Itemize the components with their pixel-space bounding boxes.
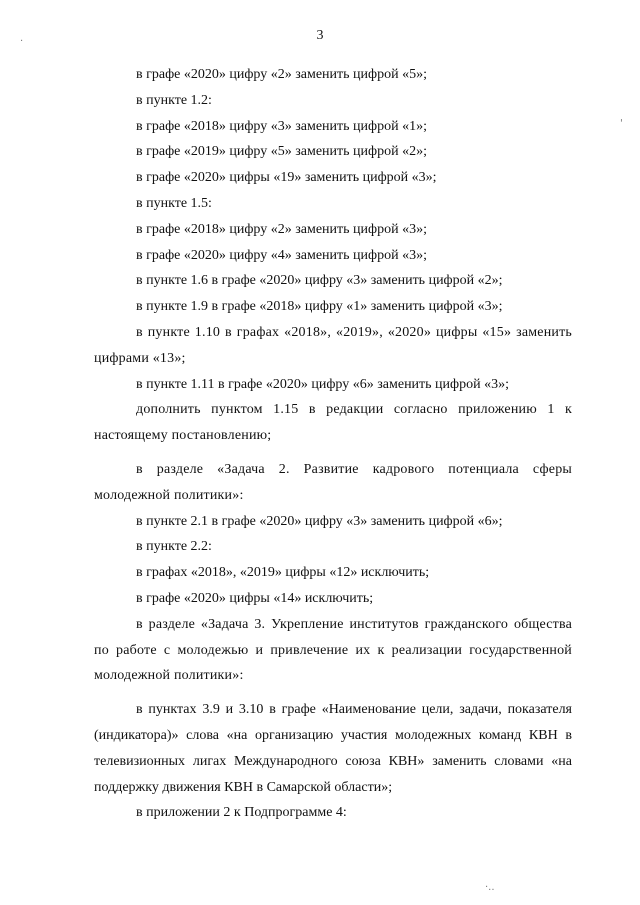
paragraph-17: в графах «2018», «2019» цифры «12» исключить; [136, 565, 430, 581]
paragraph-7: в графе «2018» цифру «2» заменить цифрой «3»; [136, 221, 427, 237]
paragraph-2: в пункте 1.2: [136, 92, 212, 108]
paragraph-6: в пункте 1.5: [136, 195, 212, 211]
scan-speck-left: · [20, 36, 24, 47]
paragraph-19: в разделе «Задача 3. Укрепление институтов гражданского общества по работе с молодежью и привлечение их к реализации государственной молодежной политики»: [94, 616, 572, 684]
document-body [94, 62, 572, 826]
paragraph-5: в графе «2020» цифры «19» заменить цифрой «3»; [136, 170, 437, 186]
paragraph-10: в пункте 1.9 в графе «2018» цифру «1» заменить цифрой «3»; [136, 299, 503, 315]
scan-speck-bottom: ·.. [485, 882, 495, 893]
paragraph-3: в графе «2018» цифру «3» заменить цифрой «1»; [136, 118, 427, 134]
paragraph-8: в графе «2020» цифру «4» заменить цифрой «3»; [136, 247, 427, 263]
paragraph-18: в графе «2020» цифры «14» исключить; [136, 590, 374, 606]
paragraph-15: в пункте 2.1 в графе «2020» цифру «3» заменить цифрой «6»; [136, 513, 503, 529]
paragraph-14: в разделе «Задача 2. Развитие кадрового потенциала сферы молодежной политики»: [94, 461, 572, 503]
paragraph-21: в приложении 2 к Подпрограмме 4: [136, 805, 347, 821]
paragraph-4: в графе «2019» цифру «5» заменить цифрой «2»; [136, 144, 427, 160]
paragraph-13: дополнить пунктом 1.15 в редакции согласно приложению 1 к настоящему постановлению; [94, 402, 572, 444]
paragraph-1: в графе «2020» цифру «2» заменить цифрой «5»; [136, 67, 427, 82]
paragraph-16: в пункте 2.2: [136, 539, 212, 555]
paragraph-11: в пункте 1.10 в графах «2018», «2019», «2020» цифры «15» заменить цифрами «13»; [94, 324, 572, 366]
paragraph-12: в пункте 1.11 в графе «2020» цифру «6» заменить цифрой «3»; [136, 376, 509, 392]
scan-speck-right: ' [620, 118, 623, 129]
paragraph-9: в пункте 1.6 в графе «2020» цифру «3» заменить цифрой «2»; [136, 273, 503, 289]
page-number: 3 [316, 28, 324, 43]
paragraph-20: в пунктах 3.9 и 3.10 в графе «Наименование цели, задачи, показателя (индикатора)» слова «на организацию участия молодежных команд КВН в телевизионных лигах Международного союза КВН» заменить словами «на поддержку движения КВН в Самарской области»; [94, 702, 572, 795]
